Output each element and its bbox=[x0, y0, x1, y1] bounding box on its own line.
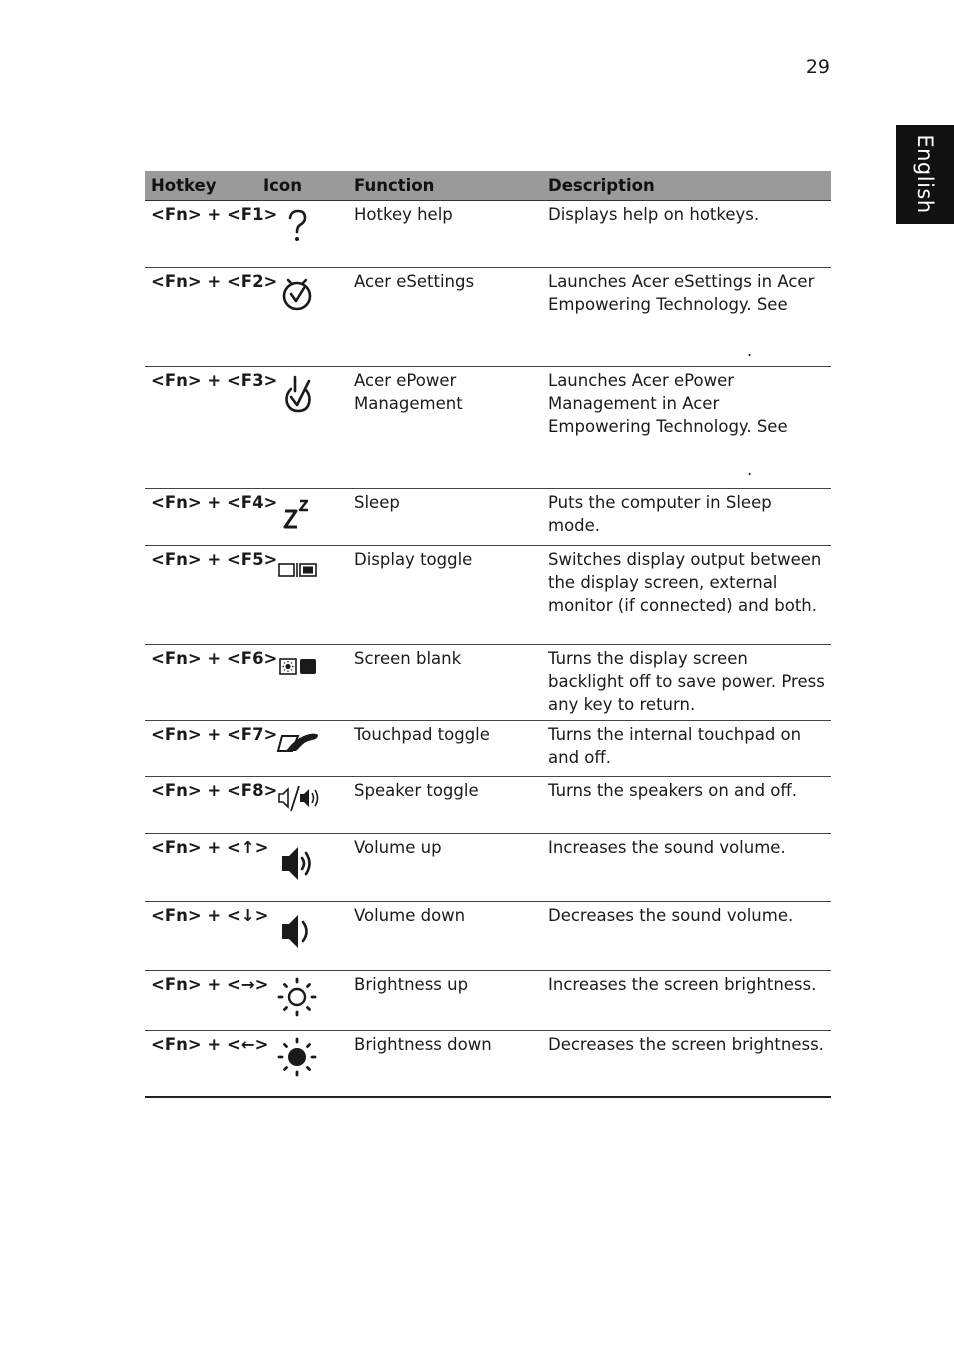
hotkey-cell: <Fn> + <F5> bbox=[145, 546, 262, 645]
hotkey-cell: <Fn> + <F6> bbox=[145, 645, 262, 721]
table-row bbox=[145, 546, 831, 645]
table-row bbox=[145, 201, 831, 268]
volume-down-icon bbox=[276, 908, 324, 952]
description-cell bbox=[540, 367, 831, 489]
hotkey-cell: <Fn> + <↓> bbox=[145, 902, 262, 971]
header-function: Function bbox=[346, 171, 540, 201]
table-row bbox=[145, 721, 831, 777]
function-cell: Acer ePower Management bbox=[346, 367, 540, 489]
function-cell: Hotkey help bbox=[346, 201, 540, 268]
function-cell: Touchpad toggle bbox=[346, 721, 540, 777]
icon-cell bbox=[262, 971, 346, 1031]
function-cell: Volume down bbox=[346, 902, 540, 971]
table-header-row bbox=[145, 171, 831, 201]
hotkey-cell: <Fn> + <↑> bbox=[145, 834, 262, 902]
hotkey-cell: <Fn> + <F2> bbox=[145, 268, 262, 367]
table-row bbox=[145, 902, 831, 971]
function-cell: Volume up bbox=[346, 834, 540, 902]
hotkey-cell: <Fn> + <F8> bbox=[145, 777, 262, 834]
language-tab bbox=[896, 125, 954, 224]
function-cell: Display toggle bbox=[346, 546, 540, 645]
speaker-toggle-icon bbox=[276, 783, 324, 813]
esettings-icon bbox=[276, 274, 320, 314]
table-row bbox=[145, 834, 831, 902]
table-row bbox=[145, 971, 831, 1031]
table-row bbox=[145, 777, 831, 834]
function-cell: Speaker toggle bbox=[346, 777, 540, 834]
hotkey-table bbox=[145, 171, 831, 1098]
question-mark-icon bbox=[276, 207, 320, 243]
description-cell: Increases the screen brightness. bbox=[540, 971, 831, 1031]
description-cell: Decreases the sound volume. bbox=[540, 902, 831, 971]
page-number: 29 bbox=[805, 56, 830, 78]
header-icon: Icon bbox=[262, 171, 346, 201]
language-tab-label: English bbox=[913, 134, 937, 214]
description-trailing: . bbox=[747, 341, 753, 360]
description-cell: Decreases the screen brightness. bbox=[540, 1031, 831, 1097]
description-cell: Displays help on hotkeys. bbox=[540, 201, 831, 268]
function-cell: Sleep bbox=[346, 489, 540, 546]
table-row bbox=[145, 367, 831, 489]
hotkey-cell: <Fn> + <F1> bbox=[145, 201, 262, 268]
touchpad-icon bbox=[276, 727, 324, 757]
description-cell: Puts the computer in Sleep mode. bbox=[540, 489, 831, 546]
description-cell: Increases the sound volume. bbox=[540, 834, 831, 902]
description-cell: Turns the internal touchpad on and off. bbox=[540, 721, 831, 777]
description-cell: Switches display output between the display screen, external monitor (if connected) and both. bbox=[540, 546, 831, 645]
epower-icon bbox=[276, 373, 320, 417]
description-cell: Turns the display screen backlight off to save power. Press any key to return. bbox=[540, 645, 831, 721]
function-cell: Acer eSettings bbox=[346, 268, 540, 367]
header-hotkey: Hotkey bbox=[145, 171, 262, 201]
brightness-up-icon bbox=[276, 975, 320, 1019]
hotkey-cell: <Fn> + <F7> bbox=[145, 721, 262, 777]
icon-cell bbox=[262, 834, 346, 902]
sleep-icon bbox=[276, 495, 320, 531]
table-row bbox=[145, 1031, 831, 1097]
table-row bbox=[145, 268, 831, 367]
description-cell: Turns the speakers on and off. bbox=[540, 777, 831, 834]
hotkey-cell: <Fn> + <←> bbox=[145, 1031, 262, 1097]
icon-cell bbox=[262, 902, 346, 971]
hotkey-cell: <Fn> + <F3> bbox=[145, 367, 262, 489]
function-cell: Brightness down bbox=[346, 1031, 540, 1097]
function-cell: Brightness up bbox=[346, 971, 540, 1031]
description-trailing: . bbox=[747, 460, 753, 479]
hotkey-cell: <Fn> + <→> bbox=[145, 971, 262, 1031]
description-text: Launches Acer eSettings in Acer Empowering Technology. See bbox=[548, 272, 815, 314]
volume-up-icon bbox=[276, 840, 324, 884]
description-text: Launches Acer ePower Management in Acer Empowering Technology. See bbox=[548, 371, 788, 436]
brightness-down-icon bbox=[276, 1035, 320, 1079]
table-row bbox=[145, 645, 831, 721]
icon-cell bbox=[262, 1031, 346, 1097]
function-cell: Screen blank bbox=[346, 645, 540, 721]
header-description: Description bbox=[540, 171, 831, 201]
table-row bbox=[145, 489, 831, 546]
hotkey-cell: <Fn> + <F4> bbox=[145, 489, 262, 546]
description-cell bbox=[540, 268, 831, 367]
screen-blank-icon bbox=[276, 653, 324, 681]
display-toggle-icon bbox=[276, 556, 324, 582]
